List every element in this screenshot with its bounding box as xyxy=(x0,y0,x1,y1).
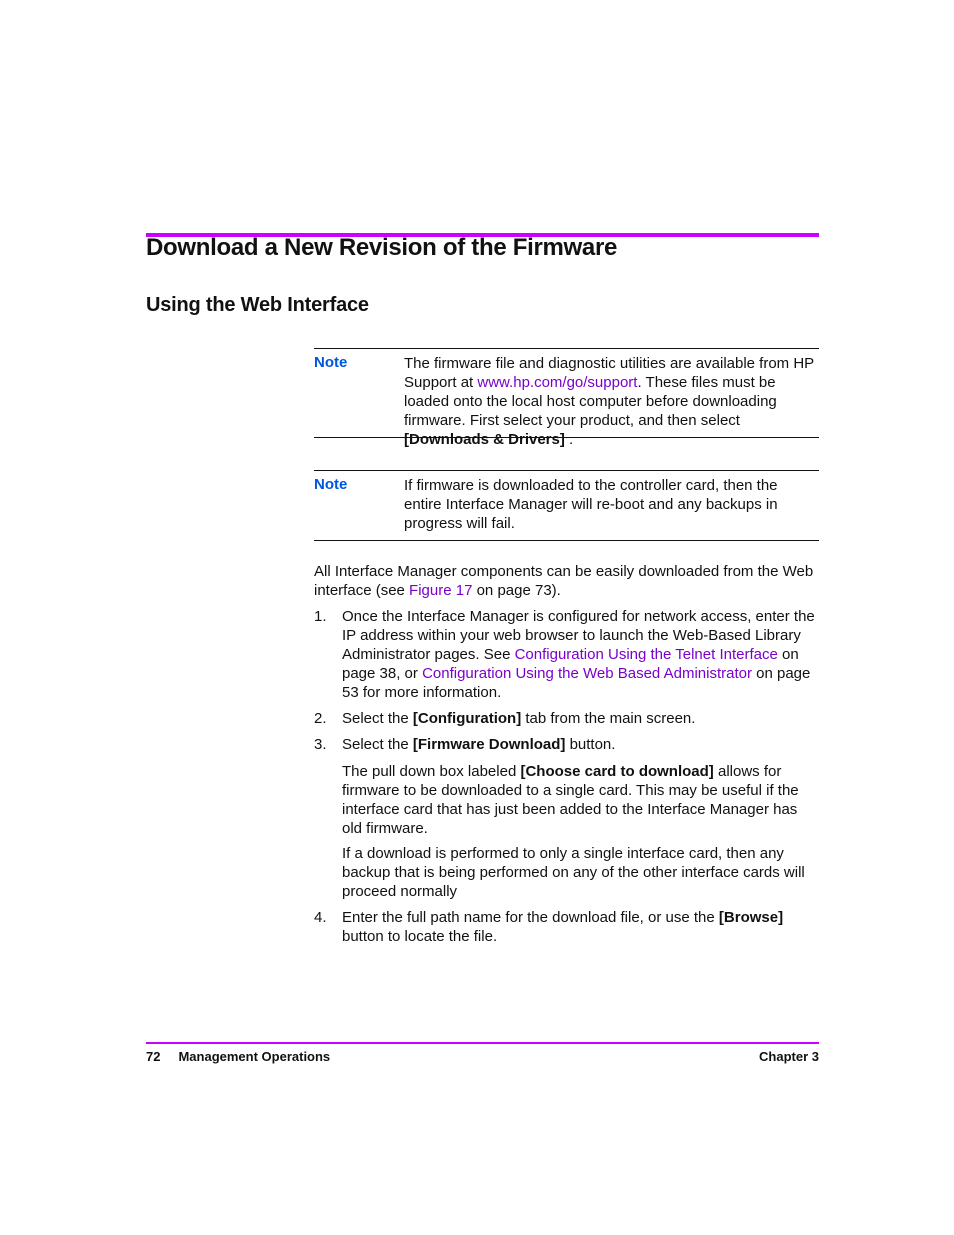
step-number: 1. xyxy=(314,608,327,625)
step-4-text: Enter the full path name for the download file, or use the [Browse] button to locate the file. xyxy=(342,909,784,945)
support-link[interactable]: www.hp.com/go/support xyxy=(477,374,638,391)
intro-paragraph: All Interface Manager components can be easily downloaded from the Web interface (see Figure 17 on page 73). xyxy=(314,563,814,599)
note-label: Note xyxy=(314,354,348,371)
step-3-text: Select the [Firmware Download] button. xyxy=(342,736,616,753)
downloads-drivers-label: [Downloads & Drivers] xyxy=(404,431,565,448)
note-label: Note xyxy=(314,476,348,493)
step-number: 2. xyxy=(314,710,327,727)
step-number: 3. xyxy=(314,736,327,753)
figure-17-link[interactable]: Figure 17 xyxy=(409,582,473,599)
note-text: If firmware is downloaded to the controller card, then the entire Interface Manager will re-boot and any backups in progress will fail. xyxy=(404,477,778,532)
page-number: 72 xyxy=(146,1049,161,1064)
step-3-paragraph-2: If a download is performed to only a single interface card, then any backup that is being performed on any of the other interface cards will proceed normally xyxy=(342,845,805,900)
telnet-config-link[interactable]: Configuration Using the Telnet Interface xyxy=(514,646,778,663)
web-admin-config-link[interactable]: Configuration Using the Web Based Administrator xyxy=(422,665,752,682)
note-text: The firmware file and diagnostic utilities are available from HP Support at www.hp.com/go/support. These files must be loaded onto the local host computer before downloading firmware. First select your product, and then select [Downloads & Drivers] . xyxy=(404,355,814,448)
step-number: 4. xyxy=(314,909,327,926)
footer-chapter: Chapter 3 xyxy=(759,1049,819,1064)
note-box-reboot xyxy=(314,470,819,541)
step-1-text: Once the Interface Manager is configured for network access, enter the IP address within your web browser to launch the Web-Based Library Administrator pages. See Configuration Using the Telnet Interface on page 38, or Configuration Using the Web Based Administrator on page 53 for more information. xyxy=(342,608,815,701)
page-title: Download a New Revision of the Firmware xyxy=(146,234,618,261)
note-box-support xyxy=(314,348,819,448)
step-3-paragraph-1: The pull down box labeled [Choose card to download] allows for firmware to be downloaded to a single card. This may be useful if the interface card that has just been added to the Interface Manager has old firmware. xyxy=(342,763,799,837)
step-2-text: Select the [Configuration] tab from the main screen. xyxy=(342,710,696,727)
footer-rule xyxy=(146,1042,819,1044)
footer-left xyxy=(146,1049,330,1064)
footer-section: Management Operations xyxy=(178,1049,331,1064)
section-title: Using the Web Interface xyxy=(146,294,369,316)
